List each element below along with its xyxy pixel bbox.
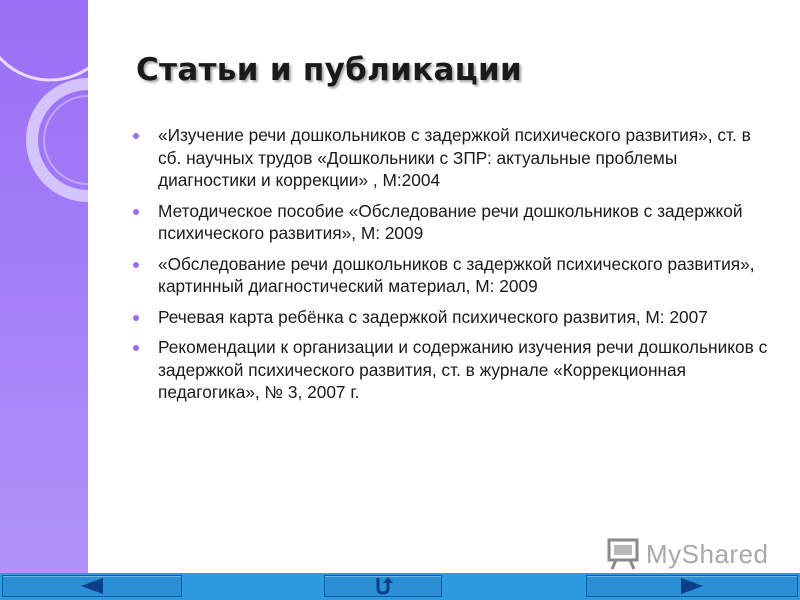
watermark-text: MyShared xyxy=(646,538,769,569)
previous-slide-button[interactable] xyxy=(2,575,182,597)
list-item xyxy=(132,124,772,192)
list-item-text: «Изучение речи дошкольников с задержкой психического развития», ст. в сб. научных трудов «Дошкольники с ЗПР: актуальные проблемы диагностики и коррекции» , М:2004 xyxy=(158,125,751,190)
list-item xyxy=(132,306,772,329)
right-arrow-icon xyxy=(679,577,705,595)
list-item xyxy=(132,336,772,404)
bullet-icon xyxy=(133,133,139,139)
bullet-icon xyxy=(133,262,139,268)
next-slide-button[interactable] xyxy=(586,575,798,597)
decorative-circles xyxy=(0,0,88,600)
bullet-icon xyxy=(133,345,139,351)
bullet-icon xyxy=(133,315,139,321)
list-item xyxy=(132,253,772,298)
slide-title: Статьи и публикации xyxy=(136,52,523,88)
slide-content xyxy=(132,124,772,412)
list-item-text: Речевая карта ребёнка с задержкой психического развития, М: 2007 xyxy=(158,306,708,327)
navigation-bar xyxy=(0,573,800,600)
decorative-sidebar xyxy=(0,0,88,600)
list-item-text: Рекомендации к организации и содержанию изучения речи дошкольников с задержкой психического развития, ст. в журнале «Коррекционная педагогика», № 3, 2007 г. xyxy=(158,337,768,402)
return-arrow-icon xyxy=(372,576,394,596)
list-item-text: «Обследование речи дошкольников с задержкой психического развития», картинный диагностический материал, М: 2009 xyxy=(158,253,755,296)
presentation-board-icon xyxy=(606,537,640,571)
list-item-text: Методическое пособие «Обследование речи дошкольников с задержкой психического развития», М: 2009 xyxy=(158,200,743,243)
watermark-logo xyxy=(606,536,769,572)
left-arrow-icon xyxy=(79,577,105,595)
bullet-icon xyxy=(133,209,139,215)
publication-list xyxy=(132,124,772,404)
return-button[interactable] xyxy=(324,575,442,597)
list-item xyxy=(132,200,772,245)
